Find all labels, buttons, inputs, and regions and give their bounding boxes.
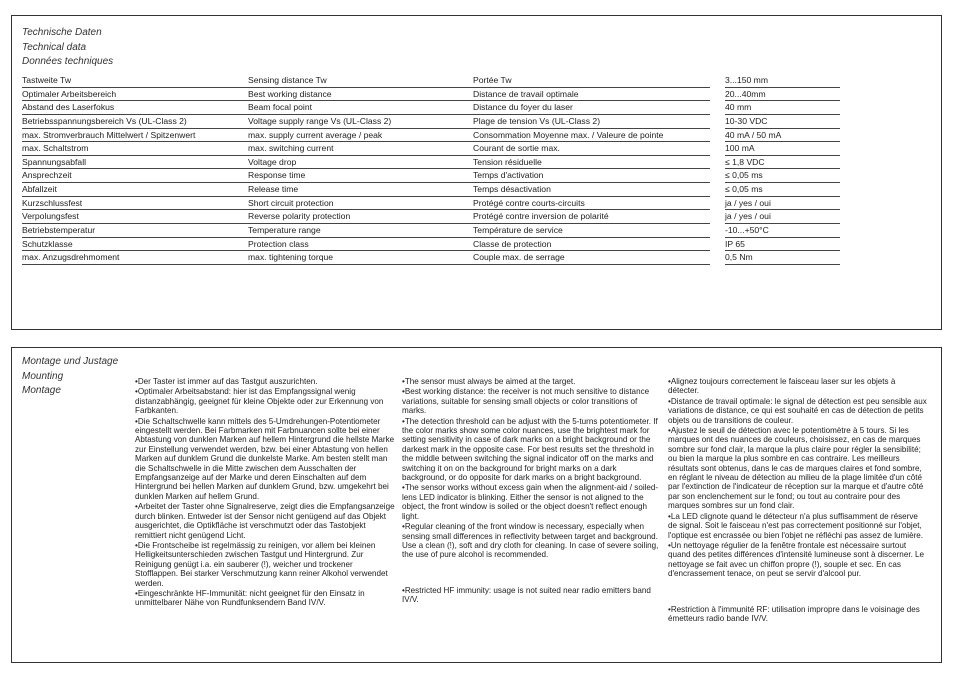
spec-label-de: max. Anzugsdrehmoment [22,252,120,263]
heading-en: Technical data [22,41,87,53]
spec-label-de: Abfallzeit [22,184,57,195]
spec-label-de: Verpolungsfest [22,211,79,222]
spec-label-de: Betriebstemperatur [22,225,96,236]
mounting-paragraph: •The detection threshold can be adjust with the 5-turns potentiometer. If the color marks show some color nuances, use the brightest mark for setting sensitivity in case of dark marks on a bright background or the darkest mark in the opposite case. For best results set the threshold in the middle between switching the signal indicator off on the marks and switching it on on the background for bright marks on a dark background, or do opposite for dark marks on a bright background. [402,416,658,483]
spec-table [22,74,930,265]
heading-de: Technische Daten [22,27,102,38]
mounting-paragraph: •Die Frontscheibe ist regelmässig zu reinigen, vor allem bei kleinen Helligkeitsunterschieden zwischen Tastgut und Hintergrund. Zur Reinigung genügt i.a. ein sauberer (!), weicher und trockener Stofflappen. Bei starker Verschmutzung kann reiner Alkohol verwendet werden. [135,540,388,588]
mounting-paragraph: •Die Schaltschwelle kann mittels des 5-Umdrehungen-Potentiometer eingestellt werden. Bei Farbmarken mit Farbnuancen sollte bei einer Abtastung von dunklen Marken auf hellem Hintergrund die hellste Marke zur Einstellung verwendet werden, bzw. bei einer Abtastung von hellen Marken auf dunklem Grund die dunkelste Marke. Am besten stellt man die Schaltschwelle in die Mitte zwischen dem Ausschalten der Empfangsanzeige auf der Marke und deren Einschalten auf dem Hintergrund bei hellen Marken auf dunklem Grund, bzw. umgekehrt bei dunklen Marken auf hellem Grund. [135,416,395,501]
mounting-paragraph: •La LED clignote quand le détecteur n'a plus suffisamment de réserve de signal. Soit le faisceau n'est pas correctement positionné sur l'objet, l'optique est encrassée ou bien l'objet ne réfléchi pas assez de lumière. [668,511,924,540]
mounting-paragraph: •Alignez toujours correctement le faisceau laser sur les objets à détecter. [668,377,896,396]
spec-label-en: max. supply current average / peak [248,129,383,140]
spec-label-de: max. Schaltstrom [22,143,89,154]
spec-row [22,251,930,265]
spec-label-de: Kurzschlussfest [22,197,83,208]
spec-label-en: Temperature range [248,225,321,236]
spec-label-fr: Portée Tw [473,75,512,85]
spec-row [22,183,930,197]
spec-row [22,142,930,156]
spec-label-de: Schutzklasse [22,238,73,249]
mounting-paragraph: •Arbeitet der Taster ohne Signalreserve, zeigt dies die Empfangsanzeige durch blinken. Entweder ist der Sensor nicht genügend auf das Objekt ausgerichtet, die Optikfläche ist verschmutzt oder das Tastobjekt remittiert nicht genügend Licht. [135,502,395,540]
spec-row [22,88,930,102]
spec-value: ≤ 0,05 ms [725,170,763,181]
mounting-text-german [135,377,397,609]
mounting-paragraph: •Restricted HF immunity: usage is not suited near radio emitters band IV/V. [402,585,651,605]
spec-row [22,74,930,88]
spec-value: 100 mA [725,143,755,154]
mounting-paragraph: •Best working distance: the receiver is not much sensitive to distance variations, suitable for sensing small objects or color transitions of marks. [402,387,650,416]
spec-label-fr: Temps d'activation [473,170,544,181]
spec-label-en: Response time [248,170,306,181]
spec-label-en: max. tightening torque [248,252,334,263]
spec-label-fr: Distance de travail optimale [473,88,579,99]
spec-value: ≤ 1,8 VDC [725,156,765,167]
spec-value: ja / yes / oui [725,197,771,208]
spec-row [22,129,930,143]
spec-label-en: Sensing distance Tw [248,75,327,85]
heading-fr: Montage [22,385,61,396]
spec-row [22,238,930,252]
mounting-paragraph: •Der Taster ist immer auf das Tastgut auszurichten. [135,377,318,386]
spec-label-fr: Protégé contre inversion de polarité [473,211,609,222]
heading-de: Montage und Justage [22,356,119,367]
mounting-text-english [402,377,662,606]
technical-data-heading [22,26,113,70]
mounting-paragraph: •The sensor works without excess gain when the alignment-aid / soiled-lens LED indicator is blinking. Either the sensor is not aligned to the object, the front window is soiled or the object doesn't reflect enough light. [402,483,659,521]
spec-label-de: Betriebsspannungsbereich Vs (UL-Class 2) [22,115,187,126]
mounting-text-french [668,377,928,624]
spec-label-fr: Classe de protection [473,238,552,249]
spec-label-fr: Couple max. de serrage [473,252,565,263]
spec-label-fr: Temps désactivation [473,184,551,195]
technical-data-panel [11,15,942,330]
heading-en: Mounting [22,370,64,382]
spec-label-fr: Consommation Moyenne max. / Valeure de pointe [473,129,664,140]
spec-row [22,169,930,183]
spec-label-en: Reverse polarity protection [248,211,351,222]
spec-label-en: Protection class [248,238,309,249]
spec-value: 10-30 VDC [725,115,768,126]
spec-value: -10...+50°C [725,225,769,236]
value-divider [725,264,840,265]
spec-label-de: Abstand des Laserfokus [22,102,115,113]
mounting-paragraph: •Ajustez le seuil de détection avec le potentiomètre à 5 tours. Si les marques ont des nuances de couleurs, choisissez, en cas de marques sombre sur fond clair, la marque la plus claire pour régler la sensibilité; ou bien la marque la plus sombre en cas contraire. Les meilleurs résultats sont obtenus, dans le cas de marques claires et fond sombre, en réglant le niveau de détection au milieu de la plage limitée d'un côté par l'extinction de l'indicateur de réception sur la marque et d'autre côté par son enclenchement sur le fond; ou tout au contraire pour des marques sombres sur un fond clair. [668,426,924,511]
mounting-heading [22,355,118,399]
spec-row [22,156,930,170]
spec-value: IP 65 [725,238,745,249]
spec-row [22,101,930,115]
spec-label-fr: Protégé contre courts-circuits [473,197,585,208]
mounting-panel [11,347,942,663]
spec-label-en: Short circuit protection [248,197,334,208]
spec-label-en: Beam focal point [248,102,313,113]
spec-row [22,210,930,224]
spec-value: 0,5 Nm [725,252,753,263]
spec-value: 40 mA / 50 mA [725,129,782,140]
spec-label-fr: Température de service [473,225,563,236]
mounting-paragraph: •Optimaler Arbeitsabstand: hier ist das Empfangssignal wenig distanzabhängig, geeignet für kleine Objekte oder zur Erkennung von Farbkanten. [135,387,384,416]
spec-label-de: Tastweite Tw [22,75,72,85]
spec-label-en: Voltage drop [248,156,297,167]
heading-fr: Données techniques [22,56,114,67]
spec-value: ≤ 0,05 ms [725,184,763,195]
spec-row [22,224,930,238]
spec-row [22,197,930,211]
spec-label-de: Ansprechzeit [22,170,72,181]
spec-label-en: max. switching current [248,143,334,154]
spec-label-de: Spannungsabfall [22,156,87,167]
spec-value: 20...40mm [725,88,766,99]
spec-label-fr: Tension résiduelle [473,156,542,167]
spec-label-de: Optimaler Arbeitsbereich [22,88,117,99]
spec-value: 3...150 mm [725,75,768,85]
spec-label-en: Voltage supply range Vs (UL-Class 2) [248,115,392,126]
spec-label-en: Release time [248,184,299,195]
mounting-paragraph: •Regular cleaning of the front window is necessary, especially when sensing small differences in reflectivity between target and background. Use a clean (!), soft and dry cloth for cleaning. In case of severe soiling, the use of pure alcohol is recommended. [402,522,659,560]
mounting-paragraph: •Eingeschränkte HF-Immunität: nicht geeignet für den Einsatz in unmittelbarer Nähe von Rundfunksendern Band IV/V. [135,588,365,608]
spec-label-fr: Plage de tension Vs (UL-Class 2) [473,115,601,126]
mounting-paragraph: •Restriction à l'immunité RF: utilisation impropre dans le voisinage des émetteurs radio bande IV/V. [668,604,920,623]
spec-row [22,115,930,129]
spec-label-fr: Courant de sortie max. [473,143,560,154]
mounting-paragraph: •Distance de travail optimale: le signal de détection est peu sensible aux variations de distance, ce qui est souhaité en cas de détection de petits objets ou de transitions de couleur. [668,396,927,425]
mounting-paragraph: •Un nettoyage régulier de la fenêtre frontale est nécessaire surtout quand des petites différences d'intensité lumineuse sont à discerner. Le nettoyage se fait avec un chiffon propre (!), souple et sec. En cas d'encrassement tenace, on peut se servir d'alcool pur. [668,540,925,579]
spec-label-de: max. Stromverbrauch Mittelwert / Spitzenwert [22,129,196,140]
row-divider [22,264,710,265]
mounting-paragraph: •The sensor must always be aimed at the target. [402,377,576,386]
spec-label-en: Best working distance [248,88,332,99]
spec-value: ja / yes / oui [725,211,771,222]
spec-label-fr: Distance du foyer du laser [473,102,573,113]
spec-value: 40 mm [725,102,752,113]
